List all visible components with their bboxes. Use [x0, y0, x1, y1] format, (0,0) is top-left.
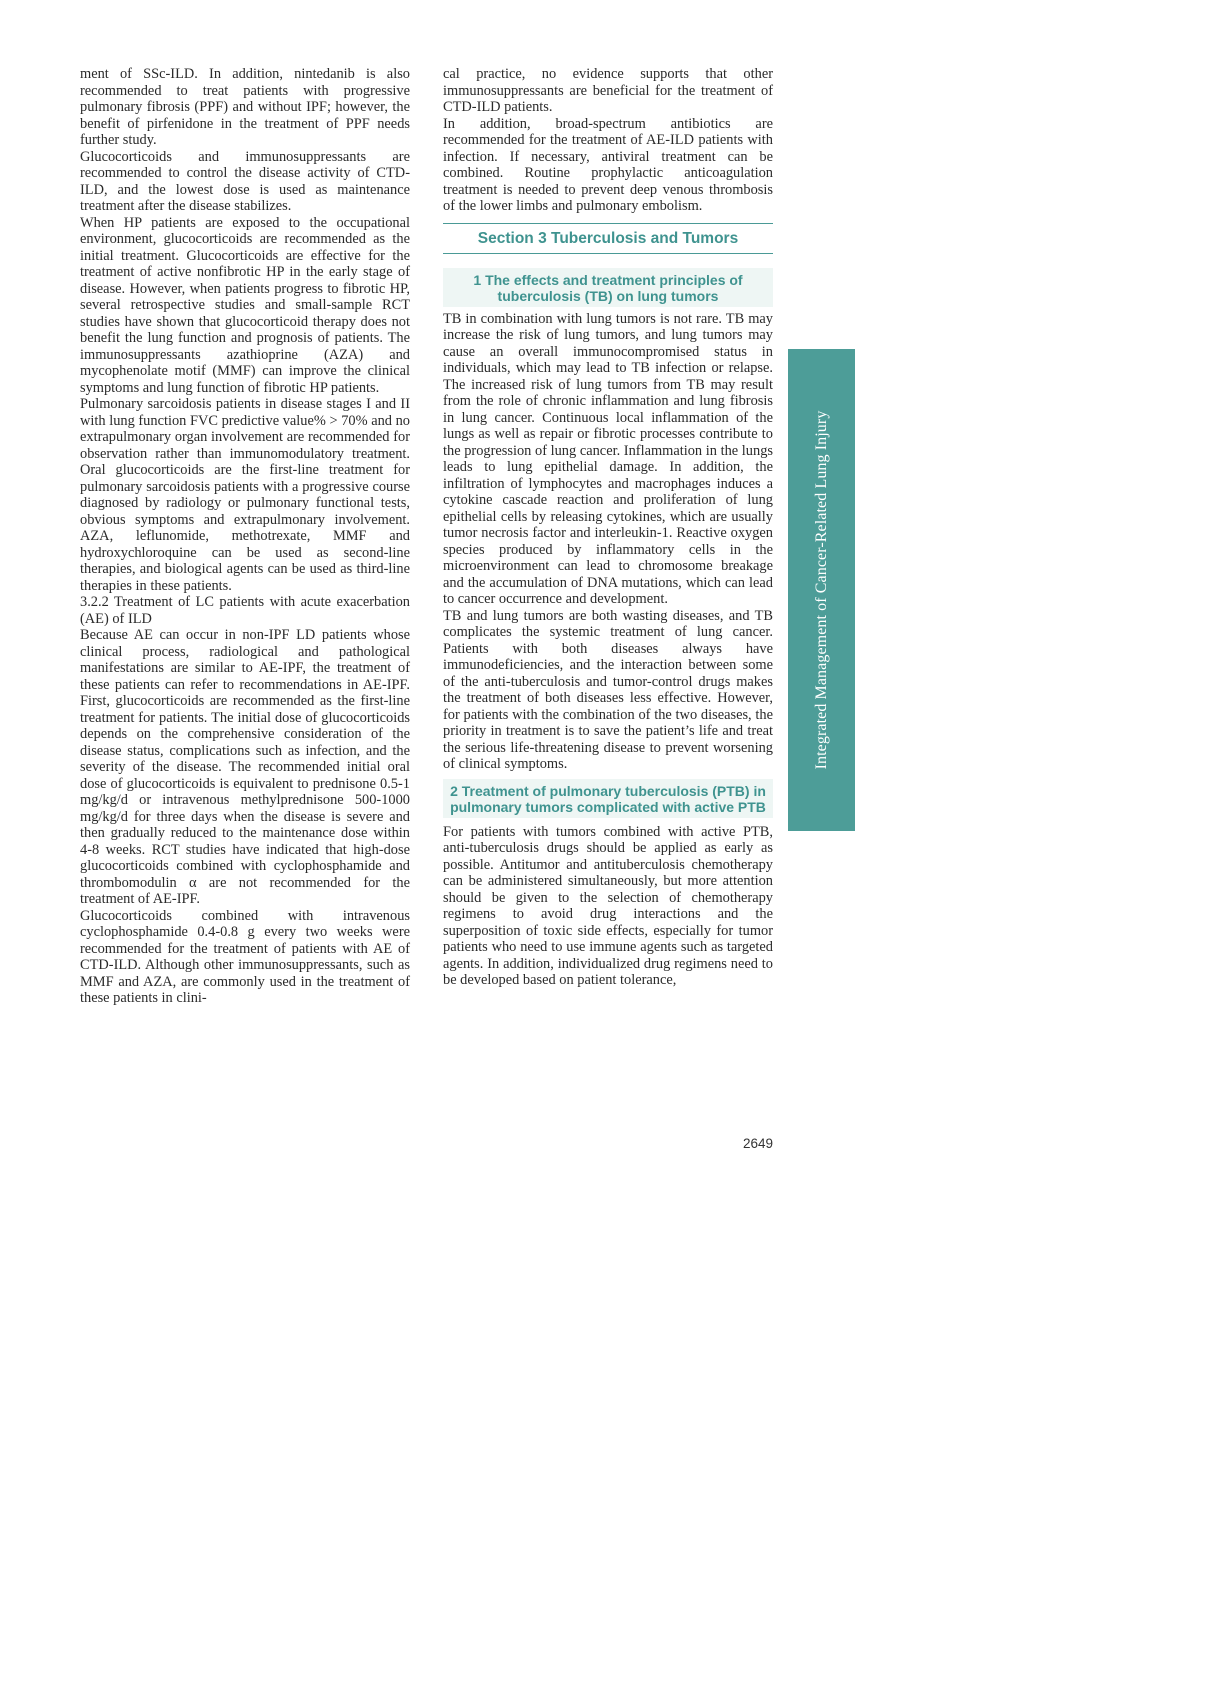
paragraph: cal practice, no evidence supports that other immunosuppressants are beneficial for the treatment of CTD-ILD patients. [443, 66, 773, 115]
subsection-heading-3-2-2: 3.2.2 Treatment of LC patients with acute exacerbation (AE) of ILD [80, 594, 410, 627]
left-column [80, 66, 410, 1007]
subsection-1-title: 1 The effects and treatment principles of tuberculosis (TB) on lung tumors [443, 268, 773, 307]
paragraph: TB and lung tumors are both wasting diseases, and TB complicates the systemic treatment of lung cancer. Patients with both diseases always have immunodeficiencies, and the interaction between some of the anti-tuberculosis and tumor-control drugs makes the treatment of both diseases less effective. However, for patients with the combination of the two diseases, the priority in treatment is to save the patient’s life and treat the serious life-threatening disease to prevent worsening of clinical symptoms. [443, 607, 773, 772]
page-number: 2649 [742, 1136, 773, 1151]
paragraph: Pulmonary sarcoidosis patients in disease stages I and II with lung function FVC predictive value% > 70% and no extrapulmonary organ involvement are recommended for observation rather than immunomodulatory treatment. Oral glucocorticoids are the first-line treatment for pulmonary sarcoidosis patients with a progressive course diagnosed by radiology or pulmonary functional tests, obvious symptoms and extrapulmonary involvement. AZA, leflunomide, methotrexate, MMF and hydroxychloroquine can be used as second-line therapies, and biological agents can be used as third-line therapies in these patients. [80, 396, 410, 594]
paragraph: Because AE can occur in non-IPF LD patients whose clinical process, radiological and pathological manifestations are similar to AE-IPF, the treatment of these patients can refer to recommendations in AE-IPF. First, glucocorticoids are recommended as the first-line treatment for patients. The initial dose of glucocorticoids depends on the comprehensive consideration of the disease status, complications such as infection, and the severity of the disease. The recommended initial oral dose of glucocorticoids is equivalent to prednisone 0.5-1 mg/kg/d or intravenous methylprednisone 500-1000 mg/kg/d for three days when the disease is severe and then gradually reduced to the maintenance dose within 4-8 weeks. RCT studies have indicated that high-dose glucocorticoids combined with cyclophosphamide and thrombomodulin α are not recommended for the treatment of AE-IPF. [80, 627, 410, 907]
side-tab [788, 349, 855, 831]
paragraph: When HP patients are exposed to the occupational environment, glucocorticoids are recommended as the initial treatment. Glucocorticoids are effective for the treatment of active nonfibrotic HP in the early stage of disease. However, when patients progress to fibrotic HP, several retrospective studies and small-sample RCT studies have shown that glucocorticoid therapy does not benefit the lung function and prognosis of patients. The immunosuppressants azathioprine (AZA) and mycophenolate motif (MMF) can improve the clinical symptoms and lung function of fibrotic HP patients. [80, 214, 410, 396]
subsection-2-title: 2 Treatment of pulmonary tuberculosis (PTB) in pulmonary tumors complicated with active PTB [443, 779, 773, 818]
side-tab-label: Integrated Management of Cancer-Related Lung Injury [812, 410, 830, 770]
paragraph: TB in combination with lung tumors is not rare. TB may increase the risk of lung tumors, and lung tumors may cause an overall immunocompromised status in individuals, which may lead to TB infection or relapse. The increased risk of lung tumors from TB may result from the role of chronic inflammation and lung fibrosis in lung cancer. Continuous local inflammation of the lungs as well as repair or fibrotic processes contribute to the progression of lung cancer. Inflammation in the lungs leads to lung epithelial damage. In addition, the infiltration of lymphocytes and macrophages induces a cytokine cascade reaction and proliferation of lung epithelial cells by releasing cytokines, which are usually tumor necrosis factor and interleukin-1. Reactive oxygen species produced by inflammatory cells in the microenvironment can lead to chromosome breakage and the accumulation of DNA mutations, which can lead to cancer occurrence and development. [443, 310, 773, 607]
paragraph: Glucocorticoids combined with intravenous cyclophosphamide 0.4-0.8 g every two weeks were recommended for the treatment of patients with AE of CTD-ILD. Although other immunosuppressants, such as MMF and AZA, are commonly used in the treatment of these patients in clini- [80, 907, 410, 1006]
paragraph: In addition, broad-spectrum antibiotics are recommended for the treatment of AE-ILD patients with infection. If necessary, antiviral treatment can be combined. Routine prophylactic anticoagulation treatment is needed to prevent deep venous thrombosis of the lower limbs and pulmonary embolism. [443, 115, 773, 214]
paragraph: Glucocorticoids and immunosuppressants are recommended to control the disease activity of CTD-ILD, and the lowest dose is used as maintenance treatment after the disease stabilizes. [80, 148, 410, 214]
right-column [443, 66, 773, 989]
paragraph: ment of SSc-ILD. In addition, nintedanib is also recommended to treat patients with progressive pulmonary fibrosis (PPF) and without IPF; however, the benefit of pirfenidone in the treatment of PPF needs further study. [80, 66, 410, 148]
section-title: Section 3 Tuberculosis and Tumors [443, 223, 773, 254]
paragraph: For patients with tumors combined with active PTB, anti-tuberculosis drugs should be applied as early as possible. Antitumor and antituberculosis chemotherapy can be administered simultaneously, but more attention should be given to the selection of chemotherapy regimens to avoid drug interactions and the superposition of toxic side effects, especially for tumor patients who need to use immune agents such as targeted agents. In addition, individualized drug regimens need to be developed based on patient tolerance, [443, 823, 773, 988]
